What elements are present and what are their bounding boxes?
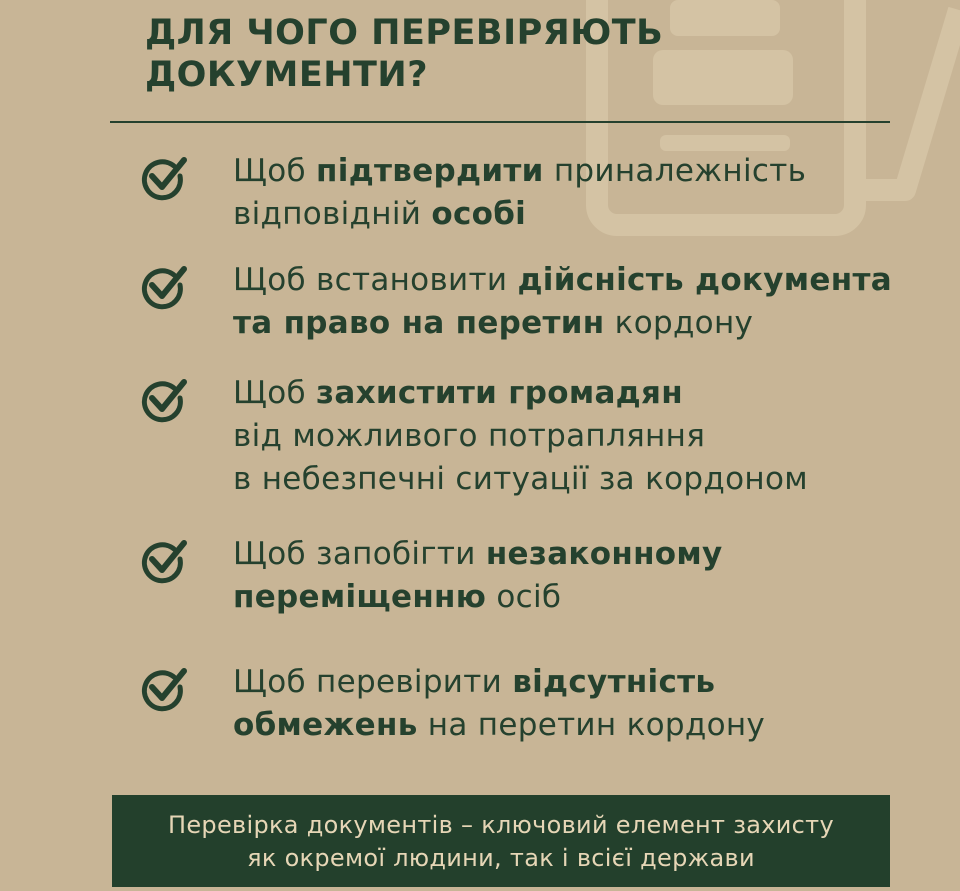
body-text: на перетин кордону: [417, 707, 766, 743]
banner-text: [112, 809, 890, 875]
item-line: [233, 661, 943, 704]
item-line: [233, 576, 943, 619]
body-text: осіб: [486, 579, 562, 615]
body-text: в небезпечні ситуації за кордоном: [233, 461, 808, 497]
item-line: [233, 533, 943, 576]
title-line-1: ДЛЯ ЧОГО ПЕРЕВІРЯЮТЬ: [145, 13, 664, 53]
item-text: [233, 372, 943, 501]
body-text: кордону: [604, 305, 754, 341]
check-circle-icon: [138, 376, 190, 424]
emphasis-text: захистити громадян: [316, 375, 683, 411]
emphasis-text: особі: [431, 196, 527, 232]
item-line: [233, 302, 943, 345]
emphasis-text: відсутність: [512, 664, 716, 700]
item-line: [233, 704, 943, 747]
check-circle-icon: [138, 665, 190, 713]
body-text: Щоб запобігти: [233, 536, 486, 572]
emphasis-text: переміщенню: [233, 579, 487, 615]
check-circle-icon: [138, 537, 190, 585]
item-line: [233, 458, 943, 501]
body-text: відповідній: [233, 196, 432, 232]
item-text: [233, 259, 943, 345]
item-line: [233, 193, 943, 236]
item-text: [233, 150, 943, 236]
emphasis-text: незаконному: [485, 536, 723, 572]
emphasis-text: підтвердити: [316, 153, 544, 189]
emphasis-text: дійсність документа: [517, 262, 892, 298]
footer-banner: [112, 795, 890, 887]
emphasis-text: та право на перетин: [233, 305, 605, 341]
body-text: приналежність: [543, 153, 807, 189]
body-text: Щоб встановити: [233, 262, 518, 298]
item-line: [233, 259, 943, 302]
body-text: від можливого потрапляння: [233, 418, 706, 454]
body-text: Щоб перевірити: [233, 664, 513, 700]
check-circle-icon: [138, 263, 190, 311]
item-text: [233, 533, 943, 619]
body-text: Щоб: [233, 375, 317, 411]
emphasis-text: обмежень: [233, 707, 418, 743]
body-text: Щоб: [233, 153, 317, 189]
title-divider: [110, 121, 890, 123]
page-title: [145, 12, 865, 96]
item-line: [233, 150, 943, 193]
banner-line-1: Перевірка документів – ключовий елемент захисту: [168, 811, 834, 839]
item-text: [233, 661, 943, 747]
title-line-2: ДОКУМЕНТИ?: [145, 55, 429, 95]
item-line: [233, 372, 943, 415]
banner-line-2: як окремої людини, так і всієї держави: [247, 844, 755, 872]
check-circle-icon: [138, 154, 190, 202]
item-line: [233, 415, 943, 458]
